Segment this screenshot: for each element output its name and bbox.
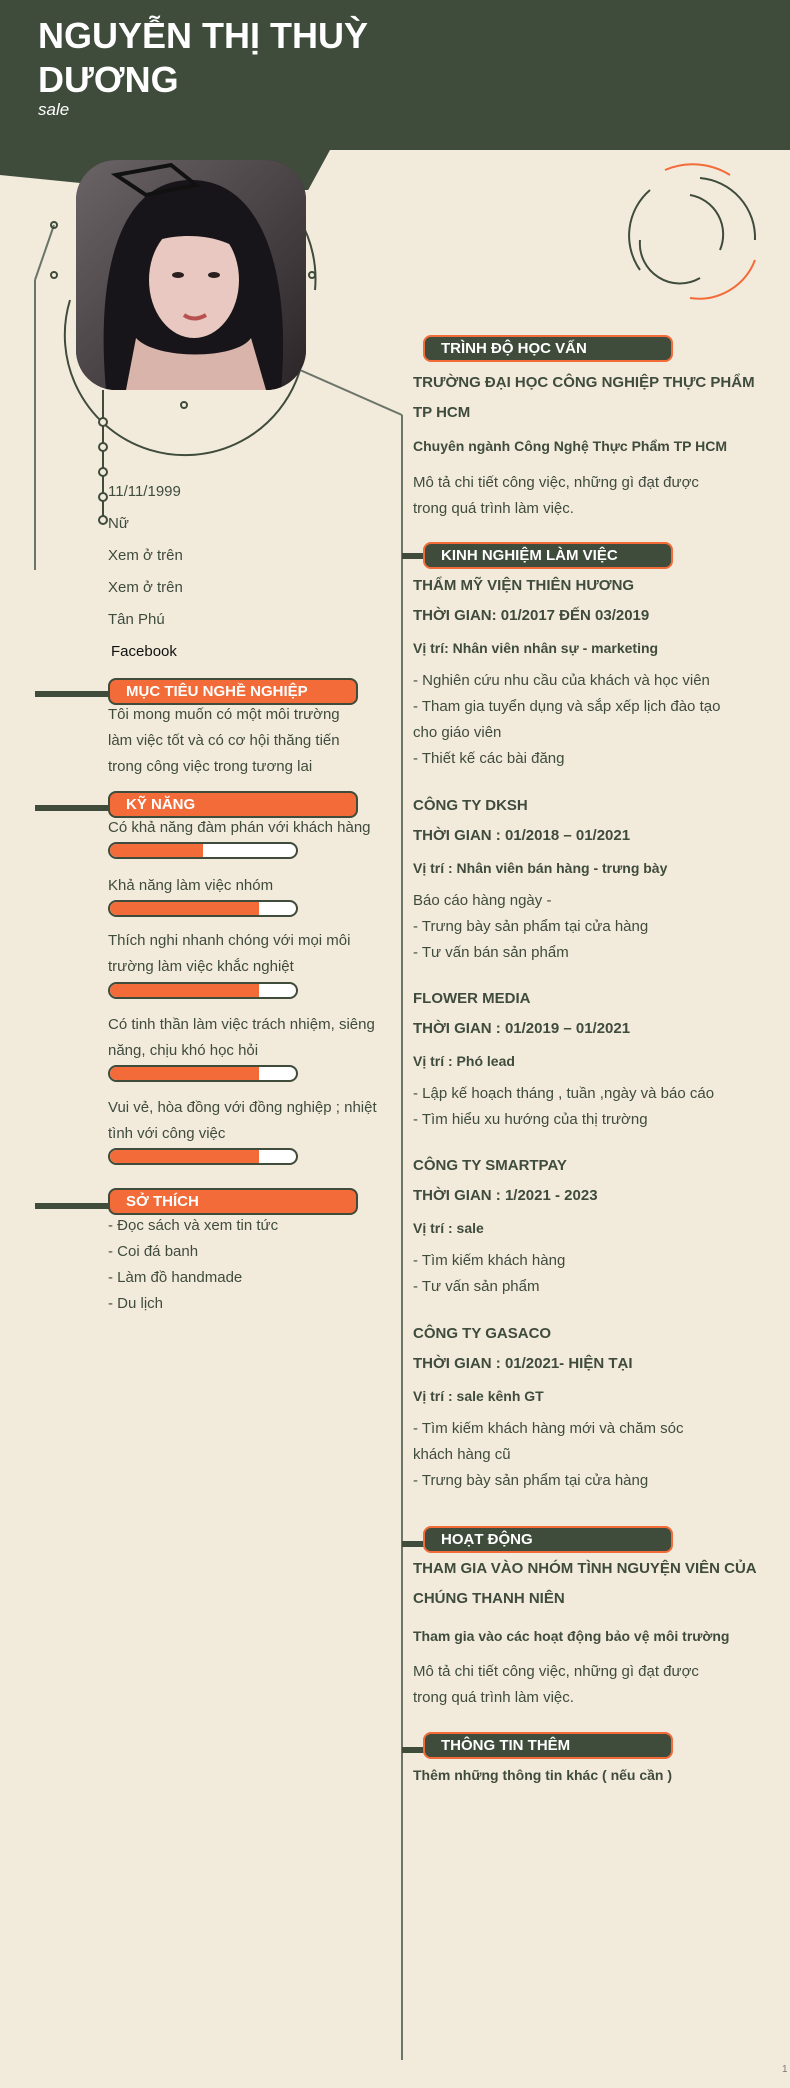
right-timeline-line bbox=[401, 415, 403, 2060]
hobby-item: - Du lịch bbox=[108, 1295, 164, 1312]
experience-job: CÔNG TY GASACO THỜI GIAN : 01/2021- HIỆN TẠI Vị trí : sale kênh GT - Tìm kiếm khách hàng mới và chăm sóc khách hàng cũ - Trưng bày sản phẩm tại cửa hàng bbox=[413, 1323, 783, 1494]
hobbies-list bbox=[108, 1213, 278, 1317]
phone: Xem ở trên bbox=[108, 547, 183, 564]
experience-job: CÔNG TY SMARTPAY THỜI GIAN : 1/2021 - 2023 Vị trí : sale - Tìm kiếm khách hàng - Tư vấn sản phẩm bbox=[413, 1155, 783, 1300]
hobbies-heading: SỞ THÍCH bbox=[108, 1188, 358, 1215]
facebook-link[interactable]: Facebook bbox=[111, 643, 177, 660]
job-time: THỜI GIAN : 1/2021 - 2023 bbox=[413, 1187, 598, 1204]
skill-bar bbox=[108, 900, 298, 917]
job-time: THỜI GIAN : 01/2021- HIỆN TẠI bbox=[413, 1355, 633, 1372]
birthday: 11/11/1999 bbox=[108, 483, 181, 500]
address: Tân Phú bbox=[108, 611, 165, 628]
hobby-item: - Coi đá banh bbox=[108, 1243, 199, 1260]
objective-heading: MỤC TIÊU NGHỀ NGHIỆP bbox=[108, 678, 358, 705]
experience-heading: KINH NGHIỆM LÀM VIỆC bbox=[423, 542, 673, 569]
education-desc: Mô tả chi tiết công việc, những gì đạt được trong quá trình làm việc. bbox=[413, 474, 699, 517]
job-position: Vị trí : sale kênh GT bbox=[413, 1388, 544, 1404]
job-title: sale bbox=[38, 100, 70, 119]
school-name: TRƯỜNG ĐẠI HỌC CÔNG NGHIỆP THỰC PHẨM TP HCM bbox=[413, 374, 755, 421]
experience-job: THẨM MỸ VIỆN THIÊN HƯƠNG THỜI GIAN: 01/2017 ĐẾN 03/2019 Vị trí: Nhân viên nhân sự - marketing - Nghiên cứu nhu cầu của khách và học viên - Tham gia tuyển dụng và sắp xếp lịch đào tạo cho giáo viên - Thiết kế các bài đăng bbox=[413, 575, 783, 772]
activity-desc: Mô tả chi tiết công việc, những gì đạt được trong quá trình làm việc. bbox=[413, 1663, 699, 1706]
major: Chuyên ngành Công Nghệ Thực Phẩm TP HCM bbox=[413, 438, 727, 454]
hobbies-connector bbox=[35, 1203, 111, 1209]
skill-text: Thích nghi nhanh chóng với mọi môi trường làm việc khắc nghiệt bbox=[108, 932, 351, 975]
candidate-name: NGUYỄN THỊ THUỲ DƯƠNG bbox=[38, 15, 369, 100]
skill-bar bbox=[108, 982, 298, 999]
company-name: THẨM MỸ VIỆN THIÊN HƯƠNG bbox=[413, 577, 635, 594]
skill-text: Có khả năng đàm phán với khách hàng bbox=[108, 819, 371, 836]
extra-heading: THÔNG TIN THÊM bbox=[423, 1732, 673, 1759]
objective-text: Tôi mong muốn có một môi trường làm việc tốt và có cơ hội thăng tiến trong công việc trong tương lai bbox=[108, 706, 340, 775]
skill-text: Vui vẻ, hòa đồng với đồng nghiệp ; nhiệt tình với công việc bbox=[108, 1099, 377, 1142]
skill-bar bbox=[108, 842, 298, 859]
skill-text: Khả năng làm việc nhóm bbox=[108, 877, 274, 894]
objective-connector bbox=[35, 691, 111, 697]
hobby-item: - Làm đồ handmade bbox=[108, 1269, 243, 1286]
company-name: CÔNG TY GASACO bbox=[413, 1325, 552, 1342]
company-name: CÔNG TY DKSH bbox=[413, 797, 528, 814]
skills-heading: KỸ NĂNG bbox=[108, 791, 358, 818]
job-position: Vị trí: Nhân viên nhân sự - marketing bbox=[413, 640, 659, 656]
skill-bar-fill bbox=[110, 902, 259, 915]
activities-heading: HOẠT ĐỘNG bbox=[423, 1526, 673, 1553]
job-position: Vị trí : sale bbox=[413, 1220, 484, 1236]
job-time: THỜI GIAN : 01/2018 – 01/2021 bbox=[413, 827, 631, 844]
extra-text: Thêm những thông tin khác ( nếu cần ) bbox=[413, 1767, 673, 1783]
skill-bar-fill bbox=[110, 844, 203, 857]
company-name: CÔNG TY SMARTPAY bbox=[413, 1157, 567, 1174]
skill-bar-fill bbox=[110, 1067, 259, 1080]
job-time: THỜI GIAN : 01/2019 – 01/2021 bbox=[413, 1020, 631, 1037]
profile-photo bbox=[76, 160, 306, 390]
page-number: 1 bbox=[782, 2064, 788, 2075]
hobby-item: - Đọc sách và xem tin tức bbox=[108, 1217, 279, 1234]
experience-job: CÔNG TY DKSH THỜI GIAN : 01/2018 – 01/2021 Vị trí : Nhân viên bán hàng - trưng bày Báo cáo hàng ngày - - Trưng bày sản phẩm tại cửa hàng - Tư vấn bán sản phẩm bbox=[413, 795, 783, 966]
gender: Nữ bbox=[108, 515, 129, 532]
education-heading: TRÌNH ĐỘ HỌC VẤN bbox=[423, 335, 673, 362]
company-name: FLOWER MEDIA bbox=[413, 990, 531, 1007]
job-time: THỜI GIAN: 01/2017 ĐẾN 03/2019 bbox=[413, 607, 650, 624]
skill-text: Có tinh thần làm việc trách nhiệm, siêng năng, chịu khó học hỏi bbox=[108, 1016, 375, 1059]
skill-bar-fill bbox=[110, 1150, 259, 1163]
skill-bar bbox=[108, 1065, 298, 1082]
email: Xem ở trên bbox=[108, 579, 183, 596]
skills-connector bbox=[35, 805, 111, 811]
job-position: Vị trí : Phó lead bbox=[413, 1053, 515, 1069]
experience-job: FLOWER MEDIA THỜI GIAN : 01/2019 – 01/2021 Vị trí : Phó lead - Lập kế hoạch tháng , tuần ,ngày và báo cáo - Tìm hiểu xu hướng của thị trường bbox=[413, 988, 783, 1133]
job-position: Vị trí : Nhân viên bán hàng - trưng bày bbox=[413, 860, 668, 876]
skill-bar-fill bbox=[110, 984, 259, 997]
activity-org: THAM GIA VÀO NHÓM TÌNH NGUYỆN VIÊN CỦA CHÚNG THANH NIÊN bbox=[413, 1560, 757, 1607]
activity-role: Tham gia vào các hoạt động bảo vệ môi trường bbox=[413, 1628, 730, 1644]
skill-bar bbox=[108, 1148, 298, 1165]
